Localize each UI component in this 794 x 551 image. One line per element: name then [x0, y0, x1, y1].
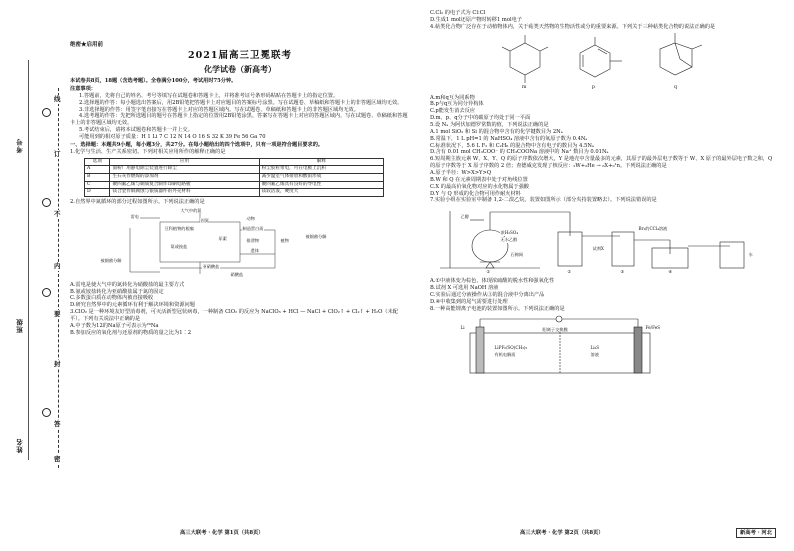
option: D.含有 0.01 mol CH₃COO⁻ 的 CH₃COONa 溶液中的 Na⁺ 数目为 0.01Nₐ — [430, 149, 609, 156]
exam-info: 本试卷共8页，18题（含选考题）。全卷满分100分，考试用时75分钟。 — [70, 78, 237, 85]
molecule-label: p — [592, 84, 595, 90]
battery-label: Fe/FeS — [645, 324, 661, 330]
circle-mark — [42, 198, 51, 207]
question-6-stem: 6.短周期主族元素 W、X、Y、Q 的原子序数依次增大，Y 是地壳中含量最多的元素，其原子的最外层电子数等于 W、X 原子的最外层电子数之和，Q 的原子序数等于 X 原子序数的 2 倍；查德威克发现了核反应：₂W+₂He → ₆X+₀¹n。下列说法正确的是 — [430, 156, 773, 170]
apparatus-label: ④ — [668, 269, 673, 275]
option: B.参加反应的氧化剂与还原剂的物质的量之比为1∶2 — [70, 329, 191, 336]
apparatus-label: 无水乙醇 — [500, 237, 518, 243]
option: C.实验后通过分液操作从③的混合液中分离出产品 — [430, 292, 545, 299]
binding-line — [28, 60, 29, 460]
table-row — [85, 189, 384, 197]
footer-right: 高三大联考 · 化学 第2页（共8页） — [520, 530, 604, 536]
question-3-stem: 3.ClO₂ 是一种环境友好型消毒剂，可灭活新型冠状病毒，一种制备 ClO₂ 的反应为 NaClO₃ + HCl — NaCl + ClO₂↑ + Cl₂↑ + H₂O（未配平）。下列有关说法中正确的是 — [70, 309, 398, 322]
apparatus-label: 浓H₂SO₄ — [500, 230, 518, 236]
option: B.常温下，1 L pH=1 的 NaHSO₄ 溶液中含有的氧原子数为 0.4Nₐ — [430, 135, 588, 142]
seal-word: 封 — [54, 360, 61, 368]
battery-drawing — [430, 315, 770, 381]
diagram-label: 尿素 — [218, 235, 227, 241]
question-7-stem: 7.实验小组在实验室中制备 1,2-二溴乙烷，装置如图所示（部分夹持装置略去）。下列说法错误的是 — [430, 197, 657, 204]
option: D.研究自然界中的元素循环有利于解决环境和资源问题 — [70, 302, 195, 309]
apparatus-label: 水 — [748, 252, 753, 258]
option: C.多数蛋白质在动物体内被直接吸收 — [70, 295, 154, 302]
table-row — [85, 181, 384, 189]
option: D.④中收集到的尾气需要进行处理 — [430, 298, 508, 305]
question-4-stem: 4.萜类化合物广泛存在于动植物体内，关于萜类天然物的生物活性或分的重要来源。下列关于三种萜类化合物的说法正确的是 — [430, 23, 716, 30]
table-header: 应用 — [110, 158, 259, 166]
option: B.p与q互为同分异构体 — [430, 101, 484, 108]
apparatus-drawing — [430, 206, 770, 276]
notice-item: 1.答题前，先将自己的姓名、考号等填写在试题卷和答题卡上，并将准考证号条形码粘贴在答题卡上的指定位置。 — [79, 92, 339, 99]
exam-title: 2021届高三卫冕联考 — [188, 50, 292, 61]
battery-diagram — [430, 315, 770, 381]
left-page — [70, 42, 410, 337]
diagram-label: 大气中的氮 — [180, 207, 202, 213]
edition-badge: 新高考 · 河北 — [736, 528, 776, 538]
name-label: 姓名 — [16, 438, 24, 453]
diagram-label: 排泄物 — [246, 237, 260, 243]
question-1-table — [84, 158, 384, 197]
apparatus-label: Br₂的CCl₄溶液 — [638, 226, 668, 232]
apparatus-label: 石棉网 — [510, 252, 524, 258]
table-cell: C — [85, 181, 110, 189]
battery-label: 阳离子交换膜 — [542, 326, 568, 332]
exam-subtitle: 化学试卷（新高考） — [204, 63, 276, 74]
table-header-row — [85, 158, 384, 166]
apparatus-label: 试剂X — [592, 246, 604, 252]
apparatus-label: 乙醇 — [460, 214, 469, 220]
terpene-molecules — [430, 33, 760, 93]
diagram-label: 遗体 — [250, 247, 259, 253]
exam-id-label: 考号 — [16, 138, 24, 153]
option: C.Cl₂ 的电子式为 Cl:Cl — [430, 10, 486, 16]
seal-word: 线 — [54, 95, 61, 103]
battery-label: Li — [460, 324, 465, 330]
option: D.生成1 mol还原产物时转移1 mol电子 — [430, 16, 522, 23]
diagram-label: 制造蛋白质 — [242, 225, 264, 231]
option: C.X 的最高价氧化物对应的水化物属于强酸 — [430, 183, 529, 190]
option: A.1 mol SiO₂ 和 Si 的混合物中含有的化学键数目为 2Nₐ — [430, 128, 563, 135]
table-row — [85, 173, 384, 181]
question-5-stem: 5.设 Nₐ 为阿伏加德罗常数的值，下列说法正确的是 — [430, 122, 549, 129]
section-heading: 一、选择题：本题共9小题，每小题3分，共27分。在每小题给出的四个选项中，只有一项是符合题目要求的。 — [70, 141, 324, 148]
option: D.Y 与 Q 形成的化合物可用作耐火材料 — [430, 190, 521, 197]
diagram-label: 被细菌分解 — [305, 233, 327, 239]
seal-line — [58, 88, 59, 468]
option: A.原子半径：W>X>Y>Q — [430, 170, 492, 177]
seal-word: 订 — [54, 150, 61, 158]
footer-left: 高三大联考 · 化学 第1页（共8页） — [180, 530, 264, 536]
option: B.W 和 Q 在元素周期表中处于对角线位置 — [430, 176, 528, 183]
question-2-stem: 2.自然界中氮循环的部分过程如图所示。下列说法正确的是 — [70, 198, 205, 205]
table-cell: D — [85, 189, 110, 197]
circle-mark — [42, 288, 51, 297]
atomic-masses: 可能用到的相对原子质量：H 1 Li 7 C 12 N 14 O 16 S 32 K 39 Fe 56 Ga 70 — [79, 133, 266, 140]
seal-word: 不 — [54, 210, 61, 218]
table-cell: 粉尘胶粒带电，可在电极上沉积 — [259, 166, 383, 174]
battery-label: 有机电解质 — [494, 351, 516, 357]
notice-item: 4.选考题的作答：先把所选题目的题号在答题卡上指定的位置用2B铅笔涂黑。答案写在答题卡上对应的答题区域内，写在试题卷、草稿纸和答题卡上的非答题区域均无效。 — [70, 113, 408, 127]
seal-word: 内 — [54, 262, 61, 270]
diagram-label: 豆科植物的根瘤 — [164, 225, 194, 231]
seal-word: 密 — [54, 455, 61, 463]
table-cell: 生石灰作燃煤的添加剂 — [110, 173, 259, 181]
binding-strip — [0, 0, 66, 551]
apparatus-label: ② — [567, 269, 572, 275]
diagram-label: 硝酸盐 — [230, 271, 244, 277]
notice-item: 2.选择题的作答：每小题选出答案后，用2B铅笔把答题卡上对应题目的答案标号涂黑。写在试题卷、草稿纸和答题卡上的非答题区域均无效。 — [79, 99, 403, 106]
option: A.m和q互为同系物 — [430, 94, 475, 101]
option: D.m、p、q分子中的碳原子均处于同一平面 — [430, 115, 531, 122]
table-header: 解释 — [259, 158, 383, 166]
diagram-label: 雷电 — [130, 213, 139, 219]
option: A.①中液体变为棕色，体现浓硫酸的脱水性和强氧化性 — [430, 278, 555, 285]
apparatus-label: ③ — [620, 269, 625, 275]
diagram-label: 固氮 — [200, 217, 209, 223]
apparatus-diagram — [430, 206, 770, 276]
notice-item: 5.考试结束后，请将本试题卷和答题卡一并上交。 — [79, 127, 193, 134]
terpene-structures — [430, 33, 760, 93]
notice-item: 3.非选择题的作答：用签字笔直接写在答题卡上对应的答题区域内。写在试题卷、草稿纸和答题卡上的非答题区域均无效。 — [79, 106, 359, 113]
seal-word: 要 — [54, 310, 61, 318]
notice-heading: 注意事项： — [70, 85, 96, 92]
circle-mark — [42, 108, 51, 117]
table-cell: 面粉厂用静电除尘装置进行除尘 — [110, 166, 259, 174]
option: C.标准状况下，5.6 L F₂ 和 C₂H₆ 的混合物中含有电子的数目为 4.5Nₐ — [430, 142, 594, 149]
table-cell: 镁较活泼，硬度大 — [259, 189, 383, 197]
table-row — [85, 166, 384, 174]
diagram-label: 被细菌分解 — [100, 257, 122, 263]
secret-label: 绝密★启用前 — [70, 42, 104, 48]
option: B.氨或铵盐转化为亚硝酸盐属于氮的固定 — [70, 288, 164, 295]
diagram-label: 植物 — [280, 237, 289, 243]
seal-word: 答 — [54, 420, 61, 428]
diagram-label: 动物 — [246, 215, 255, 221]
table-header: 选项 — [85, 158, 110, 166]
battery-label: LiPF₆/SO(CH₃)₂ — [494, 344, 528, 350]
nitrogen-cycle-diagram — [100, 208, 350, 280]
option: A.雷电是使大气中的氮转化为硝酸盐的最主要方式 — [70, 281, 185, 288]
apparatus-label: ① — [486, 269, 491, 275]
table-cell: A — [85, 166, 110, 174]
table-cell: 减少温室气体排放和酸雨形成 — [259, 173, 383, 181]
molecule-label: q — [674, 84, 677, 90]
question-8-stem: 8.一种高能锂离子电池的装置如图所示。下列说法正确的是 — [430, 305, 565, 312]
diagram-label: 氨或铵盐 — [170, 243, 188, 249]
battery-label: Li₂S — [590, 344, 600, 350]
table-cell: 聚四氟乙烯与铜质复合制作印刷电路板 — [110, 181, 259, 189]
class-label: 班级 — [16, 318, 24, 333]
diagram-label: 亚硝酸盐 — [202, 263, 220, 269]
option: A.中子数为12的Na原子可表示为²³Na — [70, 322, 159, 329]
option: B.试剂 X 可选用 NaOH 溶液 — [430, 285, 499, 292]
circle-mark — [42, 408, 51, 417]
question-1-stem: 1.化学与生活、生产关系密切。下列对相关应用所作的解释正确的是 — [70, 148, 226, 155]
right-page — [430, 10, 775, 381]
option: C.p能发生消去反应 — [430, 108, 476, 115]
table-cell: B — [85, 173, 110, 181]
molecule-label: m — [522, 84, 527, 90]
battery-label: 溶液 — [590, 351, 599, 357]
table-cell: 镁合金作铜腐蚀与银质器件的外壳材料 — [110, 189, 259, 197]
table-cell: 聚四氟乙烯具有良好的导电性 — [259, 181, 383, 189]
